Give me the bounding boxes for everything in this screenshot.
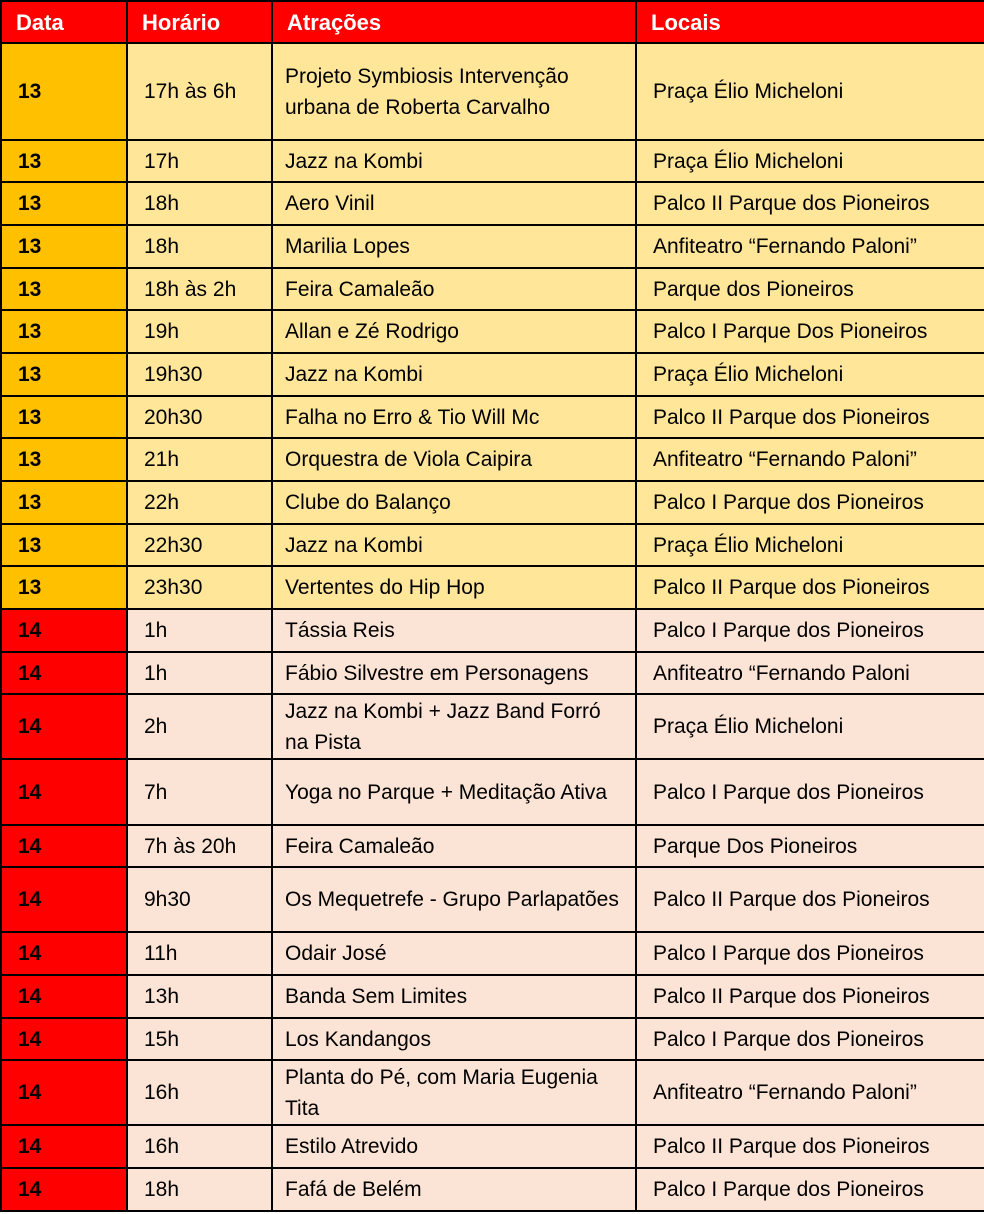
cell-time: 11h (127, 932, 272, 975)
cell-date: 13 (1, 524, 127, 566)
cell-time: 1h (127, 652, 272, 694)
cell-place: Palco II Parque dos Pioneiros (636, 867, 984, 932)
cell-attraction: Jazz na Kombi (272, 353, 636, 396)
cell-place: Anfiteatro “Fernando Paloni” (636, 1060, 984, 1125)
table-row (1, 225, 984, 268)
cell-attraction: Fábio Silvestre em Personagens (272, 652, 636, 694)
cell-time: 16h (127, 1060, 272, 1125)
cell-place: Palco II Parque dos Pioneiros (636, 1125, 984, 1168)
table-row (1, 825, 984, 867)
cell-time: 1h (127, 609, 272, 652)
table-row (1, 975, 984, 1018)
cell-attraction: Tássia Reis (272, 609, 636, 652)
cell-date: 13 (1, 438, 127, 481)
cell-time: 16h (127, 1125, 272, 1168)
table-row (1, 566, 984, 609)
table-row (1, 140, 984, 182)
cell-date: 13 (1, 43, 127, 140)
cell-time: 23h30 (127, 566, 272, 609)
cell-attraction: Vertentes do Hip Hop (272, 566, 636, 609)
cell-time: 22h30 (127, 524, 272, 566)
cell-date: 13 (1, 140, 127, 182)
cell-time: 21h (127, 438, 272, 481)
cell-place: Palco II Parque dos Pioneiros (636, 566, 984, 609)
cell-time: 22h (127, 481, 272, 524)
cell-attraction: Feira Camaleão (272, 268, 636, 310)
cell-time: 17h às 6h (127, 43, 272, 140)
cell-time: 18h (127, 225, 272, 268)
cell-date: 14 (1, 825, 127, 867)
cell-time: 2h (127, 694, 272, 759)
table-row (1, 1018, 984, 1060)
cell-attraction: Fafá de Belém (272, 1168, 636, 1211)
cell-attraction: Marilia Lopes (272, 225, 636, 268)
table-row (1, 694, 984, 759)
cell-time: 7h (127, 759, 272, 825)
cell-date: 13 (1, 182, 127, 225)
schedule-body (1, 43, 984, 1211)
cell-attraction: Planta do Pé, com Maria Eugenia Tita (272, 1060, 636, 1125)
cell-time: 20h30 (127, 396, 272, 438)
table-row (1, 1168, 984, 1211)
table-row (1, 759, 984, 825)
table-row (1, 438, 984, 481)
cell-attraction: Odair José (272, 932, 636, 975)
table-row (1, 1125, 984, 1168)
cell-time: 13h (127, 975, 272, 1018)
cell-place: Anfiteatro “Fernando Paloni (636, 652, 984, 694)
cell-date: 13 (1, 268, 127, 310)
cell-attraction: Los Kandangos (272, 1018, 636, 1060)
cell-time: 15h (127, 1018, 272, 1060)
cell-attraction: Jazz na Kombi (272, 140, 636, 182)
cell-attraction: Allan e Zé Rodrigo (272, 310, 636, 353)
cell-place: Praça Élio Micheloni (636, 353, 984, 396)
cell-place: Palco II Parque dos Pioneiros (636, 182, 984, 225)
cell-time: 19h30 (127, 353, 272, 396)
cell-date: 13 (1, 225, 127, 268)
cell-date: 14 (1, 975, 127, 1018)
cell-time: 7h às 20h (127, 825, 272, 867)
cell-time: 18h (127, 1168, 272, 1211)
table-row (1, 481, 984, 524)
cell-date: 14 (1, 1060, 127, 1125)
header-date: Data (1, 1, 127, 43)
cell-date: 13 (1, 353, 127, 396)
cell-attraction: Aero Vinil (272, 182, 636, 225)
cell-time: 17h (127, 140, 272, 182)
cell-place: Palco I Parque dos Pioneiros (636, 759, 984, 825)
cell-date: 14 (1, 932, 127, 975)
cell-place: Palco II Parque dos Pioneiros (636, 396, 984, 438)
cell-place: Parque dos Pioneiros (636, 268, 984, 310)
cell-place: Palco I Parque dos Pioneiros (636, 481, 984, 524)
header-time: Horário (127, 1, 272, 43)
cell-place: Palco I Parque dos Pioneiros (636, 932, 984, 975)
cell-place: Praça Élio Micheloni (636, 140, 984, 182)
cell-date: 14 (1, 1018, 127, 1060)
cell-date: 14 (1, 867, 127, 932)
table-row (1, 932, 984, 975)
cell-time: 18h às 2h (127, 268, 272, 310)
cell-attraction: Jazz na Kombi + Jazz Band Forró na Pista (272, 694, 636, 759)
cell-place: Anfiteatro “Fernando Paloni” (636, 225, 984, 268)
cell-attraction: Projeto Symbiosis Intervenção urbana de Roberta Carvalho (272, 43, 636, 140)
table-row (1, 652, 984, 694)
cell-place: Parque Dos Pioneiros (636, 825, 984, 867)
cell-place: Palco I Parque dos Pioneiros (636, 609, 984, 652)
cell-attraction: Banda Sem Limites (272, 975, 636, 1018)
header-attraction: Atrações (272, 1, 636, 43)
table-row (1, 867, 984, 932)
table-row (1, 524, 984, 566)
cell-place: Praça Élio Micheloni (636, 694, 984, 759)
cell-date: 13 (1, 566, 127, 609)
cell-attraction: Falha no Erro & Tio Will Mc (272, 396, 636, 438)
cell-attraction: Yoga no Parque + Meditação Ativa (272, 759, 636, 825)
cell-date: 14 (1, 609, 127, 652)
cell-attraction: Estilo Atrevido (272, 1125, 636, 1168)
cell-attraction: Os Mequetrefe - Grupo Parlapatões (272, 867, 636, 932)
cell-attraction: Clube do Balanço (272, 481, 636, 524)
cell-attraction: Feira Camaleão (272, 825, 636, 867)
cell-place: Praça Élio Micheloni (636, 524, 984, 566)
table-row (1, 609, 984, 652)
cell-attraction: Jazz na Kombi (272, 524, 636, 566)
table-row (1, 310, 984, 353)
cell-date: 13 (1, 481, 127, 524)
cell-date: 14 (1, 1125, 127, 1168)
table-row (1, 43, 984, 140)
table-row (1, 268, 984, 310)
cell-attraction: Orquestra de Viola Caipira (272, 438, 636, 481)
cell-date: 14 (1, 1168, 127, 1211)
cell-time: 9h30 (127, 867, 272, 932)
table-row (1, 396, 984, 438)
cell-date: 14 (1, 652, 127, 694)
cell-place: Anfiteatro “Fernando Paloni” (636, 438, 984, 481)
table-row (1, 1060, 984, 1125)
table-row (1, 182, 984, 225)
table-row (1, 353, 984, 396)
cell-date: 14 (1, 694, 127, 759)
cell-place: Palco I Parque dos Pioneiros (636, 1168, 984, 1211)
cell-date: 13 (1, 396, 127, 438)
cell-place: Praça Élio Micheloni (636, 43, 984, 140)
header-row (1, 1, 984, 43)
cell-time: 18h (127, 182, 272, 225)
cell-place: Palco II Parque dos Pioneiros (636, 975, 984, 1018)
cell-time: 19h (127, 310, 272, 353)
cell-date: 13 (1, 310, 127, 353)
cell-place: Palco I Parque dos Pioneiros (636, 1018, 984, 1060)
cell-place: Palco I Parque Dos Pioneiros (636, 310, 984, 353)
header-place: Locais (636, 1, 984, 43)
cell-date: 14 (1, 759, 127, 825)
